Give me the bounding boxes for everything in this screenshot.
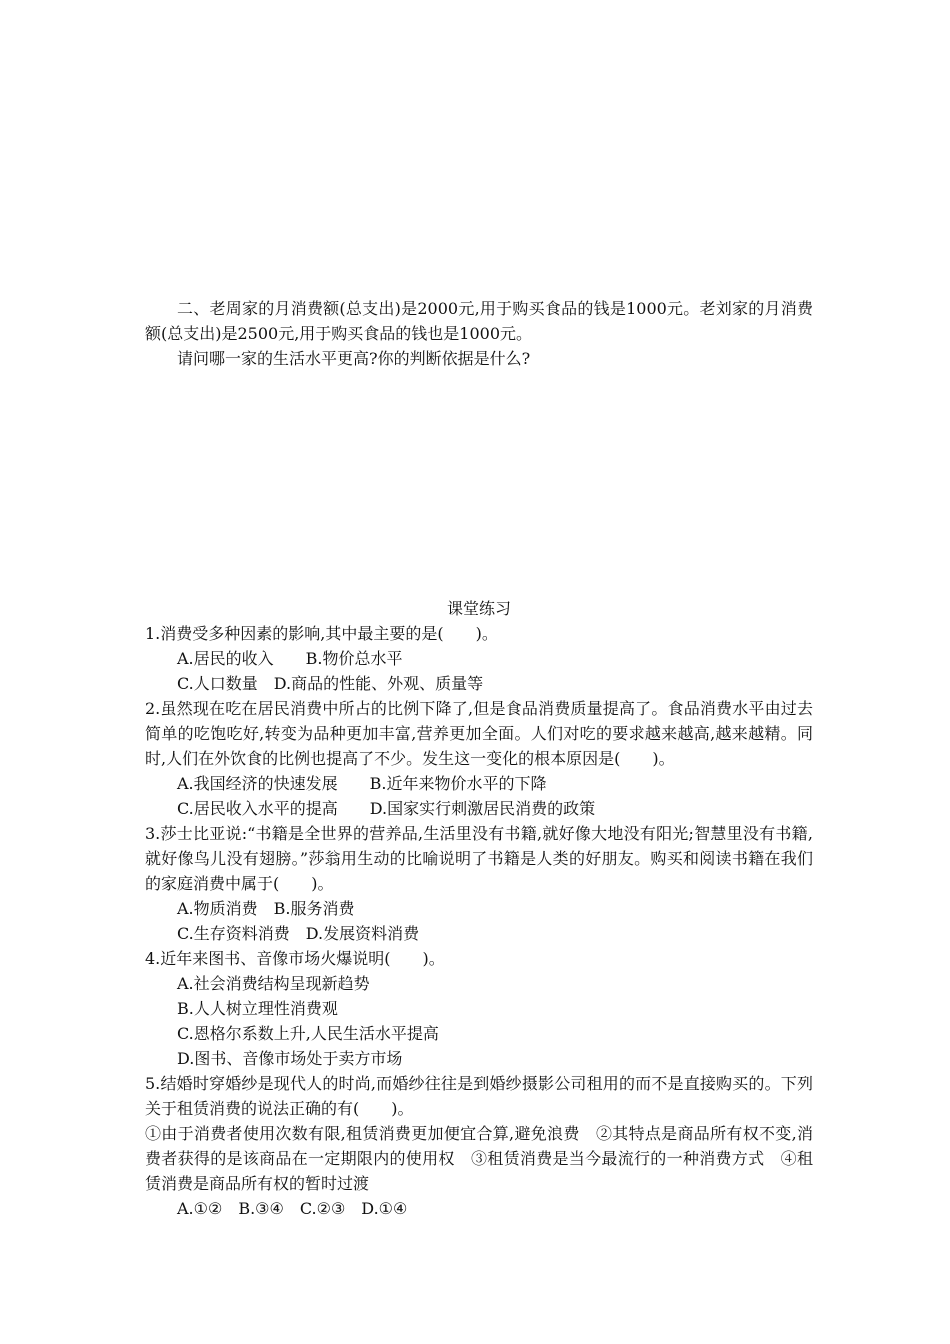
- question-4-stem: 4.近年来图书、音像市场火爆说明( )。: [145, 949, 445, 968]
- exercise-title: 课堂练习: [446, 599, 511, 618]
- question-4-option-b: B.人人树立理性消费观: [177, 999, 338, 1018]
- question-2-options-row-1: A.我国经济的快速发展 B.近年来物价水平的下降: [177, 774, 547, 793]
- question-1-options-row-2: C.人口数量 D.商品的性能、外观、质量等: [177, 674, 484, 693]
- question-4-option-d: D.图书、音像市场处于卖方市场: [177, 1049, 403, 1068]
- question-3-options-row-1: A.物质消费 B.服务消费: [177, 899, 355, 918]
- section-two-question: 请问哪一家的生活水平更高?你的判断依据是什么?: [177, 349, 531, 368]
- question-5-stem: 5.结婚时穿婚纱是现代人的时尚,而婚纱往往是到婚纱摄影公司租用的而不是直接购买的。下列关于租赁消费的说法正确的有( )。: [145, 1074, 813, 1118]
- section-two-paragraph: 二、老周家的月消费额(总支出)是2000元,用于购买食品的钱是1000元。老刘家的月消费额(总支出)是2500元,用于购买食品的钱也是1000元。: [145, 299, 813, 343]
- question-1-options-row-1: A.居民的收入 B.物价总水平: [177, 649, 403, 668]
- section-two: [145, 296, 813, 371]
- question-5-statements: ①由于消费者使用次数有限,租赁消费更加便宜合算,避免浪费 ②其特点是商品所有权不变,消费者获得的是该商品在一定期限内的使用权 ③租赁消费是当今最流行的一种消费方式 ④租赁消费是商品所有权的暂时过渡: [145, 1124, 813, 1193]
- question-3-options-row-2: C.生存资料消费 D.发展资料消费: [177, 924, 420, 943]
- question-5-options-row: A.①② B.③④ C.②③ D.①④: [177, 1199, 408, 1218]
- exercise-section: [145, 596, 813, 1221]
- question-1-stem: 1.消费受多种因素的影响,其中最主要的是( )。: [145, 624, 498, 643]
- question-4-option-a: A.社会消费结构呈现新趋势: [177, 974, 370, 993]
- question-3-stem: 3.莎士比亚说:“书籍是全世界的营养品,生活里没有书籍,就好像大地没有阳光;智慧里没有书籍,就好像鸟儿没有翅膀。”莎翁用生动的比喻说明了书籍是人类的好朋友。购买和阅读书籍在我们的家庭消费中属于( )。: [145, 824, 813, 893]
- question-4-option-c: C.恩格尔系数上升,人民生活水平提高: [177, 1024, 439, 1043]
- question-2-options-row-2: C.居民收入水平的提高 D.国家实行刺激居民消费的政策: [177, 799, 596, 818]
- question-2-stem: 2.虽然现在吃在居民消费中所占的比例下降了,但是食品消费质量提高了。食品消费水平由过去简单的吃饱吃好,转变为品种更加丰富,营养更加全面。人们对吃的要求越来越高,越来越精。同时,人们在外饮食的比例也提高了不少。发生这一变化的根本原因是( )。: [145, 699, 813, 768]
